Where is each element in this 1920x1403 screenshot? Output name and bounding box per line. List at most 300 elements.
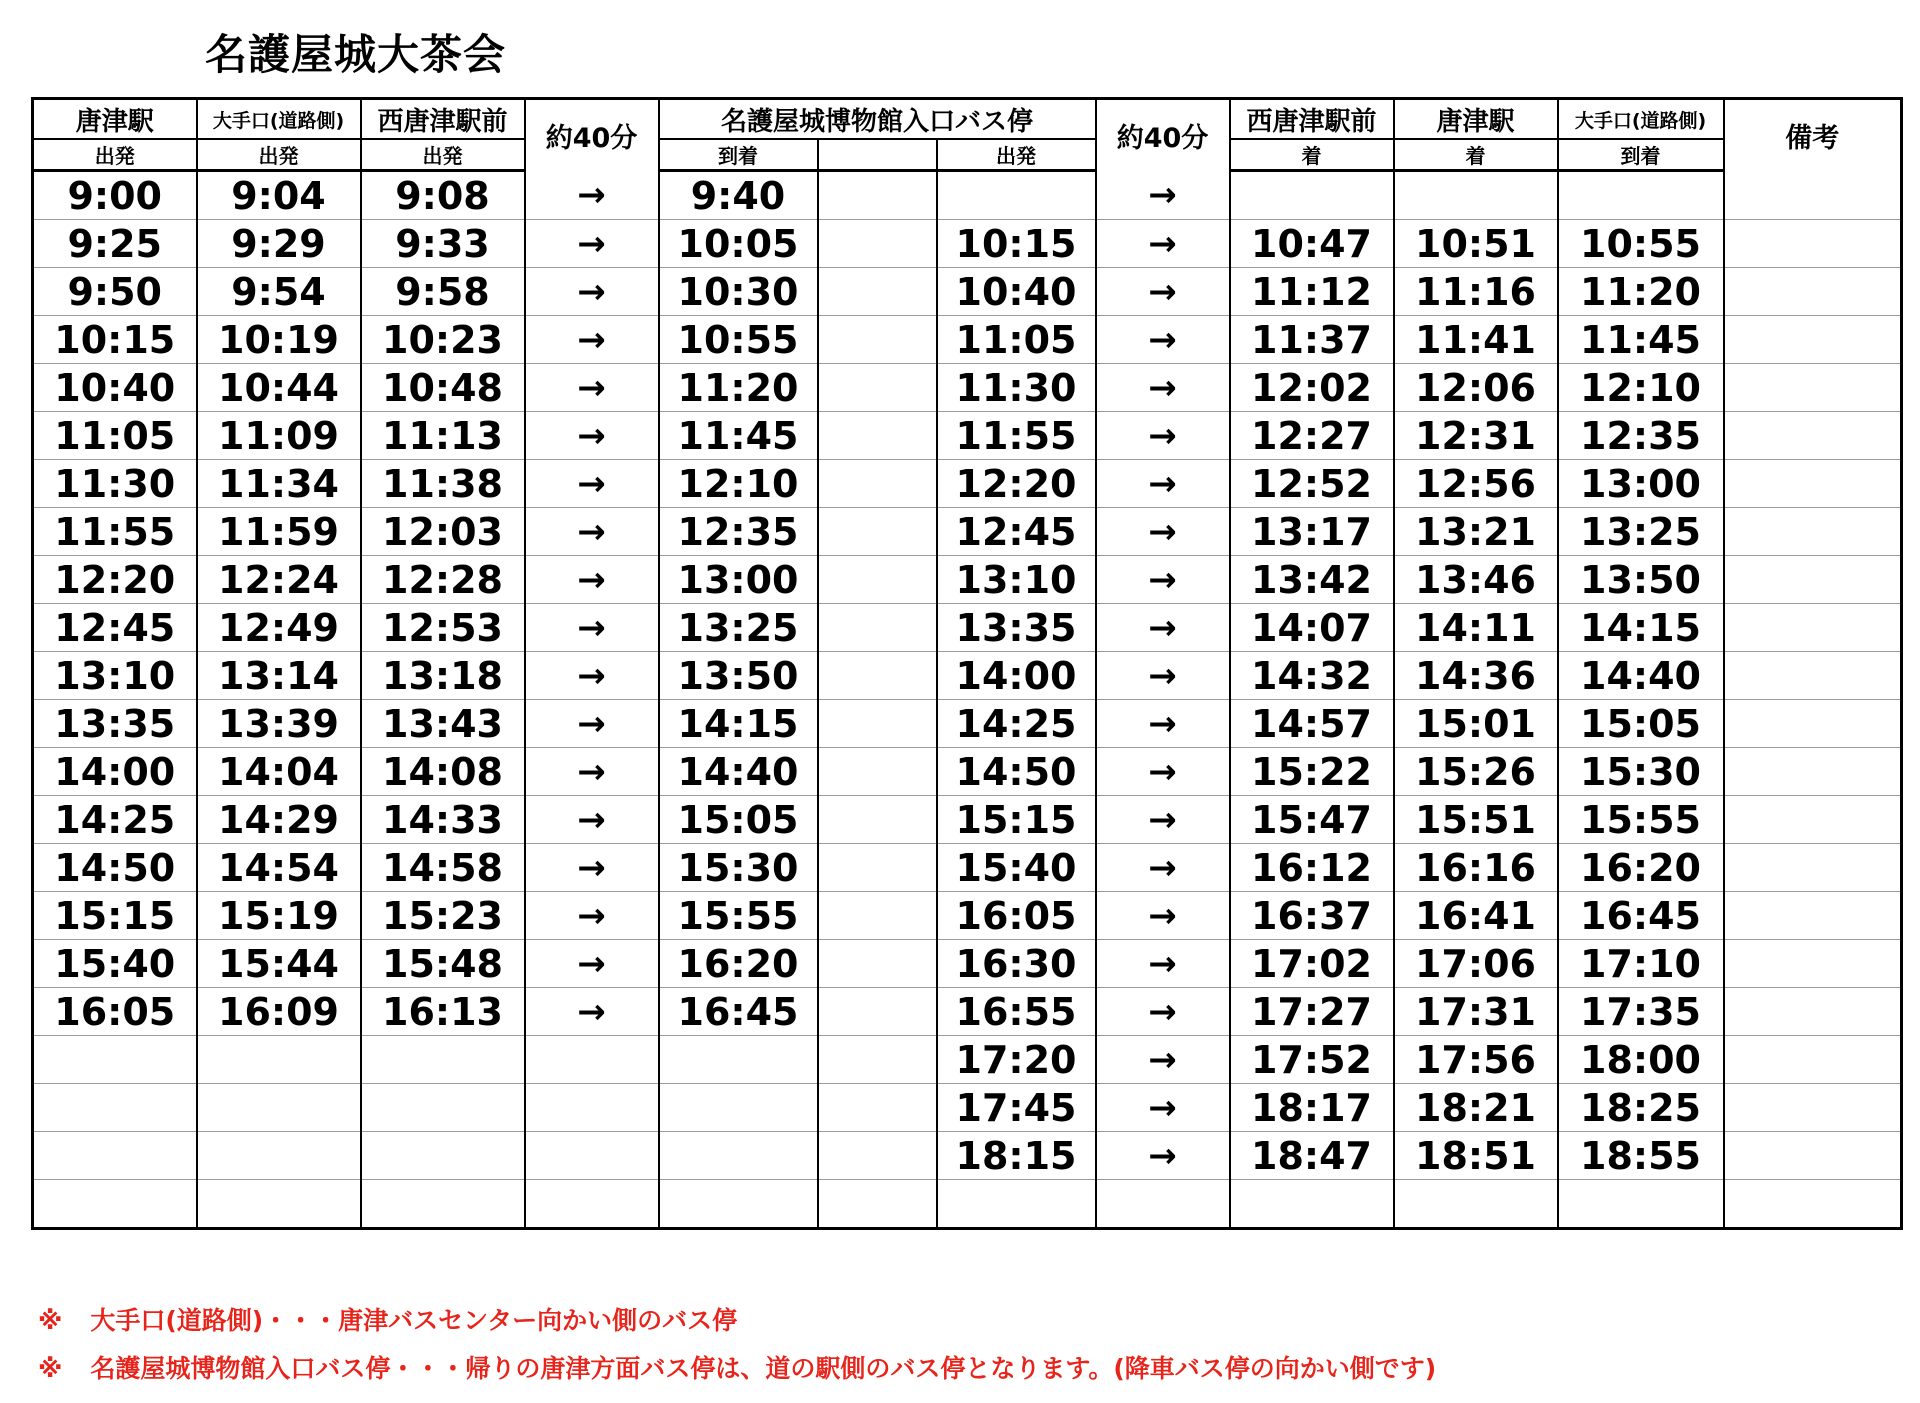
cell-karatsu-depart — [33, 1132, 197, 1180]
cell-travel-arrow: → — [525, 844, 659, 892]
col-museum-bus-stop: 名護屋城博物館入口バス停 — [659, 99, 1096, 140]
cell-otemachi-arrive: 14:40 — [1558, 652, 1724, 700]
col-nishikaratsu-return: 西唐津駅前 — [1230, 99, 1394, 140]
cell-otemachi-depart: 12:24 — [197, 556, 361, 604]
cell-karatsu-depart: 9:00 — [33, 171, 197, 220]
cell-travel-arrow: → — [1096, 460, 1230, 508]
cell-museum-blank — [818, 796, 937, 844]
cell-museum-arrive — [659, 1084, 818, 1132]
cell-museum-depart: 12:45 — [937, 508, 1096, 556]
cell-otemachi-depart: 9:29 — [197, 220, 361, 268]
cell-otemachi-depart: 13:39 — [197, 700, 361, 748]
cell-museum-arrive: 10:55 — [659, 316, 818, 364]
table-row — [33, 556, 1902, 604]
cell-karatsu-depart: 14:00 — [33, 748, 197, 796]
cell-otemachi-arrive: 18:00 — [1558, 1036, 1724, 1084]
cell-karatsu-depart: 10:40 — [33, 364, 197, 412]
cell-otemachi-arrive: 18:55 — [1558, 1132, 1724, 1180]
cell-travel-arrow: → — [525, 748, 659, 796]
cell-karatsu-depart: 15:40 — [33, 940, 197, 988]
cell-otemachi-arrive: 17:10 — [1558, 940, 1724, 988]
cell-nishikaratsu-depart: 12:53 — [361, 604, 525, 652]
table-row — [33, 316, 1902, 364]
cell-karatsu-arrive: 13:46 — [1394, 556, 1558, 604]
cell-travel-arrow — [525, 1180, 659, 1229]
cell-otemachi-depart — [197, 1132, 361, 1180]
cell-museum-blank — [818, 268, 937, 316]
cell-museum-depart — [937, 171, 1096, 220]
table-row — [33, 1084, 1902, 1132]
cell-museum-arrive: 12:35 — [659, 508, 818, 556]
sub-depart: 出発 — [361, 139, 525, 171]
cell-museum-blank — [818, 220, 937, 268]
cell-travel-arrow: → — [1096, 508, 1230, 556]
cell-karatsu-arrive: 15:01 — [1394, 700, 1558, 748]
cell-museum-arrive: 16:45 — [659, 988, 818, 1036]
cell-otemachi-arrive: 16:20 — [1558, 844, 1724, 892]
table-row — [33, 171, 1902, 220]
cell-karatsu-depart: 9:50 — [33, 268, 197, 316]
table-row — [33, 268, 1902, 316]
timetable-body — [33, 171, 1902, 1229]
cell-nishikaratsu-arrive: 11:12 — [1230, 268, 1394, 316]
cell-travel-arrow: → — [1096, 556, 1230, 604]
cell-nishikaratsu-arrive: 13:17 — [1230, 508, 1394, 556]
sub-arrive: 着 — [1230, 139, 1394, 171]
cell-museum-blank — [818, 508, 937, 556]
cell-nishikaratsu-depart: 13:43 — [361, 700, 525, 748]
cell-otemachi-depart: 14:54 — [197, 844, 361, 892]
cell-travel-arrow: → — [1096, 604, 1230, 652]
note-mark: ※ — [38, 1306, 63, 1335]
cell-museum-depart: 16:55 — [937, 988, 1096, 1036]
cell-museum-depart: 11:05 — [937, 316, 1096, 364]
cell-museum-blank — [818, 1084, 937, 1132]
cell-karatsu-arrive — [1394, 1180, 1558, 1229]
cell-travel-arrow: → — [1096, 988, 1230, 1036]
cell-museum-arrive: 9:40 — [659, 171, 818, 220]
cell-karatsu-arrive: 17:06 — [1394, 940, 1558, 988]
cell-remarks — [1724, 460, 1902, 508]
cell-travel-arrow: → — [525, 556, 659, 604]
table-row — [33, 1036, 1902, 1084]
col-karatsu-station: 唐津駅 — [33, 99, 197, 140]
cell-travel-arrow: → — [525, 268, 659, 316]
cell-travel-arrow: → — [1096, 316, 1230, 364]
cell-remarks — [1724, 700, 1902, 748]
cell-karatsu-depart: 12:45 — [33, 604, 197, 652]
cell-karatsu-depart: 14:50 — [33, 844, 197, 892]
cell-museum-arrive: 11:20 — [659, 364, 818, 412]
cell-travel-arrow: → — [525, 460, 659, 508]
cell-museum-arrive — [659, 1132, 818, 1180]
cell-museum-blank — [818, 748, 937, 796]
note-museum-stop — [38, 1349, 1436, 1385]
cell-museum-depart: 14:25 — [937, 700, 1096, 748]
cell-museum-depart: 10:40 — [937, 268, 1096, 316]
cell-karatsu-depart — [33, 1084, 197, 1132]
table-row — [33, 988, 1902, 1036]
cell-travel-arrow: → — [525, 508, 659, 556]
cell-karatsu-arrive: 17:56 — [1394, 1036, 1558, 1084]
cell-museum-depart: 14:50 — [937, 748, 1096, 796]
cell-nishikaratsu-depart: 15:48 — [361, 940, 525, 988]
cell-otemachi-depart: 15:44 — [197, 940, 361, 988]
cell-nishikaratsu-depart: 12:28 — [361, 556, 525, 604]
cell-travel-arrow — [525, 1132, 659, 1180]
cell-travel-arrow: → — [525, 171, 659, 220]
cell-remarks — [1724, 1036, 1902, 1084]
cell-remarks — [1724, 748, 1902, 796]
cell-museum-blank — [818, 460, 937, 508]
cell-karatsu-arrive: 12:31 — [1394, 412, 1558, 460]
cell-museum-depart: 13:35 — [937, 604, 1096, 652]
cell-nishikaratsu-depart: 14:33 — [361, 796, 525, 844]
cell-travel-arrow: → — [525, 796, 659, 844]
sub-depart: 出発 — [197, 139, 361, 171]
cell-museum-blank — [818, 364, 937, 412]
table-row — [33, 700, 1902, 748]
cell-travel-arrow — [1096, 1180, 1230, 1229]
sub-arrive-museum: 到着 — [659, 139, 818, 171]
cell-karatsu-depart: 13:10 — [33, 652, 197, 700]
cell-otemachi-depart: 11:34 — [197, 460, 361, 508]
cell-travel-arrow: → — [525, 412, 659, 460]
cell-nishikaratsu-arrive: 18:47 — [1230, 1132, 1394, 1180]
cell-museum-depart — [937, 1180, 1096, 1229]
subheader-row — [33, 139, 1902, 171]
cell-nishikaratsu-depart — [361, 1084, 525, 1132]
cell-nishikaratsu-arrive: 17:52 — [1230, 1036, 1394, 1084]
cell-nishikaratsu-arrive: 12:27 — [1230, 412, 1394, 460]
cell-karatsu-depart: 15:15 — [33, 892, 197, 940]
cell-travel-arrow: → — [525, 220, 659, 268]
col-otemachi-return: 大手口(道路側) — [1558, 99, 1724, 140]
cell-nishikaratsu-depart: 14:08 — [361, 748, 525, 796]
cell-karatsu-arrive: 13:21 — [1394, 508, 1558, 556]
cell-travel-arrow: → — [525, 988, 659, 1036]
cell-karatsu-arrive: 11:41 — [1394, 316, 1558, 364]
cell-museum-arrive: 16:20 — [659, 940, 818, 988]
table-row — [33, 652, 1902, 700]
cell-travel-arrow: → — [525, 652, 659, 700]
cell-museum-arrive: 14:40 — [659, 748, 818, 796]
cell-travel-arrow: → — [525, 940, 659, 988]
cell-museum-arrive: 15:05 — [659, 796, 818, 844]
cell-museum-blank — [818, 1132, 937, 1180]
cell-museum-arrive: 13:25 — [659, 604, 818, 652]
cell-otemachi-depart: 10:44 — [197, 364, 361, 412]
cell-travel-arrow: → — [1096, 748, 1230, 796]
table-row — [33, 796, 1902, 844]
cell-karatsu-arrive: 15:51 — [1394, 796, 1558, 844]
sub-arrive: 着 — [1394, 139, 1558, 171]
table-row — [33, 940, 1902, 988]
cell-nishikaratsu-depart — [361, 1180, 525, 1229]
cell-nishikaratsu-depart: 11:13 — [361, 412, 525, 460]
cell-nishikaratsu-arrive — [1230, 171, 1394, 220]
cell-nishikaratsu-arrive: 12:52 — [1230, 460, 1394, 508]
cell-otemachi-depart: 9:54 — [197, 268, 361, 316]
cell-karatsu-depart: 9:25 — [33, 220, 197, 268]
cell-museum-arrive: 10:05 — [659, 220, 818, 268]
bus-timetable — [31, 97, 1903, 1230]
cell-karatsu-arrive: 17:31 — [1394, 988, 1558, 1036]
cell-otemachi-depart: 14:29 — [197, 796, 361, 844]
sub-blank — [818, 139, 937, 171]
cell-museum-depart: 13:10 — [937, 556, 1096, 604]
cell-museum-arrive — [659, 1180, 818, 1229]
cell-otemachi-depart — [197, 1180, 361, 1229]
cell-museum-blank — [818, 316, 937, 364]
cell-otemachi-depart: 15:19 — [197, 892, 361, 940]
cell-remarks — [1724, 604, 1902, 652]
cell-nishikaratsu-arrive: 13:42 — [1230, 556, 1394, 604]
cell-travel-arrow: → — [1096, 796, 1230, 844]
cell-otemachi-arrive: 10:55 — [1558, 220, 1724, 268]
note-text: 名護屋城博物館入口バス停・・・帰りの唐津方面バス停は、道の駅側のバス停となります。(降車バス停の向かい側です) — [90, 1354, 1437, 1383]
cell-remarks — [1724, 988, 1902, 1036]
table-row — [33, 892, 1902, 940]
cell-museum-blank — [818, 892, 937, 940]
cell-travel-arrow: → — [1096, 1084, 1230, 1132]
cell-otemachi-arrive: 13:00 — [1558, 460, 1724, 508]
cell-karatsu-arrive: 15:26 — [1394, 748, 1558, 796]
cell-remarks — [1724, 652, 1902, 700]
cell-karatsu-arrive: 16:41 — [1394, 892, 1558, 940]
cell-museum-arrive: 15:30 — [659, 844, 818, 892]
cell-travel-arrow — [525, 1036, 659, 1084]
cell-otemachi-arrive: 12:10 — [1558, 364, 1724, 412]
cell-otemachi-depart — [197, 1084, 361, 1132]
cell-travel-arrow: → — [1096, 652, 1230, 700]
cell-nishikaratsu-arrive: 16:12 — [1230, 844, 1394, 892]
cell-remarks — [1724, 1084, 1902, 1132]
cell-karatsu-depart: 16:05 — [33, 988, 197, 1036]
cell-karatsu-arrive: 11:16 — [1394, 268, 1558, 316]
cell-otemachi-arrive: 12:35 — [1558, 412, 1724, 460]
cell-travel-arrow: → — [1096, 268, 1230, 316]
cell-karatsu-depart: 11:05 — [33, 412, 197, 460]
cell-museum-depart: 11:55 — [937, 412, 1096, 460]
cell-nishikaratsu-arrive: 15:47 — [1230, 796, 1394, 844]
cell-otemachi-arrive: 13:25 — [1558, 508, 1724, 556]
cell-museum-depart: 15:40 — [937, 844, 1096, 892]
cell-museum-blank — [818, 1036, 937, 1084]
cell-museum-blank — [818, 988, 937, 1036]
cell-remarks — [1724, 1132, 1902, 1180]
cell-travel-arrow: → — [1096, 412, 1230, 460]
cell-museum-blank — [818, 556, 937, 604]
cell-nishikaratsu-arrive: 12:02 — [1230, 364, 1394, 412]
cell-nishikaratsu-depart: 10:23 — [361, 316, 525, 364]
cell-travel-arrow: → — [1096, 940, 1230, 988]
cell-museum-depart: 11:30 — [937, 364, 1096, 412]
cell-travel-arrow: → — [1096, 844, 1230, 892]
cell-nishikaratsu-arrive: 16:37 — [1230, 892, 1394, 940]
cell-museum-blank — [818, 940, 937, 988]
sub-depart: 出発 — [33, 139, 197, 171]
cell-museum-arrive — [659, 1036, 818, 1084]
col-nishikaratsu: 西唐津駅前 — [361, 99, 525, 140]
cell-remarks — [1724, 796, 1902, 844]
cell-otemachi-depart: 11:59 — [197, 508, 361, 556]
cell-nishikaratsu-depart: 13:18 — [361, 652, 525, 700]
cell-nishikaratsu-depart: 16:13 — [361, 988, 525, 1036]
cell-museum-blank — [818, 412, 937, 460]
cell-museum-depart: 17:45 — [937, 1084, 1096, 1132]
cell-museum-blank — [818, 652, 937, 700]
note-otemachi — [38, 1301, 737, 1337]
cell-otemachi-arrive: 15:30 — [1558, 748, 1724, 796]
cell-otemachi-depart — [197, 1036, 361, 1084]
table-row — [33, 844, 1902, 892]
cell-museum-depart: 18:15 — [937, 1132, 1096, 1180]
cell-otemachi-arrive: 11:20 — [1558, 268, 1724, 316]
cell-karatsu-depart: 13:35 — [33, 700, 197, 748]
cell-karatsu-arrive: 14:11 — [1394, 604, 1558, 652]
cell-karatsu-arrive: 12:56 — [1394, 460, 1558, 508]
table-row — [33, 412, 1902, 460]
cell-nishikaratsu-arrive: 17:27 — [1230, 988, 1394, 1036]
table-row — [33, 1180, 1902, 1229]
cell-museum-depart: 17:20 — [937, 1036, 1096, 1084]
cell-karatsu-depart: 12:20 — [33, 556, 197, 604]
cell-nishikaratsu-depart: 9:58 — [361, 268, 525, 316]
note-mark: ※ — [38, 1354, 63, 1383]
cell-nishikaratsu-arrive: 18:17 — [1230, 1084, 1394, 1132]
cell-nishikaratsu-arrive: 17:02 — [1230, 940, 1394, 988]
cell-karatsu-arrive: 14:36 — [1394, 652, 1558, 700]
cell-museum-blank — [818, 700, 937, 748]
cell-otemachi-depart: 16:09 — [197, 988, 361, 1036]
sub-arrive: 到着 — [1558, 139, 1724, 171]
cell-karatsu-arrive: 18:21 — [1394, 1084, 1558, 1132]
cell-otemachi-arrive: 17:35 — [1558, 988, 1724, 1036]
cell-remarks — [1724, 412, 1902, 460]
cell-otemachi-depart: 12:49 — [197, 604, 361, 652]
cell-karatsu-arrive: 18:51 — [1394, 1132, 1558, 1180]
cell-nishikaratsu-depart: 12:03 — [361, 508, 525, 556]
cell-museum-arrive: 13:00 — [659, 556, 818, 604]
cell-otemachi-arrive: 15:55 — [1558, 796, 1724, 844]
cell-otemachi-depart: 14:04 — [197, 748, 361, 796]
table-row — [33, 508, 1902, 556]
cell-otemachi-arrive: 11:45 — [1558, 316, 1724, 364]
cell-karatsu-depart — [33, 1180, 197, 1229]
cell-travel-arrow: → — [1096, 171, 1230, 220]
cell-otemachi-arrive: 16:45 — [1558, 892, 1724, 940]
cell-nishikaratsu-arrive: 14:57 — [1230, 700, 1394, 748]
table-row — [33, 748, 1902, 796]
cell-nishikaratsu-depart: 15:23 — [361, 892, 525, 940]
col-karatsu-return: 唐津駅 — [1394, 99, 1558, 140]
cell-otemachi-arrive: 13:50 — [1558, 556, 1724, 604]
cell-otemachi-arrive: 14:15 — [1558, 604, 1724, 652]
cell-travel-arrow: → — [525, 604, 659, 652]
cell-nishikaratsu-arrive: 14:32 — [1230, 652, 1394, 700]
cell-remarks — [1724, 892, 1902, 940]
cell-otemachi-depart: 13:14 — [197, 652, 361, 700]
cell-karatsu-depart — [33, 1036, 197, 1084]
cell-nishikaratsu-arrive: 10:47 — [1230, 220, 1394, 268]
cell-karatsu-arrive: 12:06 — [1394, 364, 1558, 412]
col-travel-time-return: 約40分 — [1096, 99, 1230, 171]
cell-museum-depart: 12:20 — [937, 460, 1096, 508]
cell-nishikaratsu-depart: 10:48 — [361, 364, 525, 412]
cell-museum-arrive: 12:10 — [659, 460, 818, 508]
cell-remarks — [1724, 556, 1902, 604]
cell-museum-depart: 15:15 — [937, 796, 1096, 844]
cell-museum-arrive: 10:30 — [659, 268, 818, 316]
cell-museum-blank — [818, 171, 937, 220]
page-title: 名護屋城大茶会 — [205, 30, 507, 79]
cell-otemachi-arrive — [1558, 171, 1724, 220]
cell-remarks — [1724, 940, 1902, 988]
cell-karatsu-depart: 10:15 — [33, 316, 197, 364]
cell-travel-arrow: → — [1096, 220, 1230, 268]
cell-travel-arrow: → — [1096, 1036, 1230, 1084]
cell-museum-depart: 16:30 — [937, 940, 1096, 988]
cell-remarks — [1724, 844, 1902, 892]
cell-museum-blank — [818, 844, 937, 892]
cell-museum-depart: 16:05 — [937, 892, 1096, 940]
table-row — [33, 460, 1902, 508]
header-row — [33, 99, 1902, 140]
cell-travel-arrow: → — [525, 700, 659, 748]
cell-otemachi-arrive — [1558, 1180, 1724, 1229]
cell-nishikaratsu-depart: 9:33 — [361, 220, 525, 268]
cell-nishikaratsu-arrive: 15:22 — [1230, 748, 1394, 796]
cell-travel-arrow: → — [1096, 1132, 1230, 1180]
cell-museum-arrive: 15:55 — [659, 892, 818, 940]
table-row — [33, 364, 1902, 412]
cell-otemachi-depart: 10:19 — [197, 316, 361, 364]
cell-nishikaratsu-depart: 11:38 — [361, 460, 525, 508]
cell-nishikaratsu-arrive — [1230, 1180, 1394, 1229]
cell-karatsu-arrive: 10:51 — [1394, 220, 1558, 268]
col-remarks: 備考 — [1724, 99, 1902, 171]
cell-nishikaratsu-depart: 9:08 — [361, 171, 525, 220]
cell-museum-arrive: 14:15 — [659, 700, 818, 748]
cell-travel-arrow: → — [1096, 364, 1230, 412]
sub-depart-museum: 出発 — [937, 139, 1096, 171]
col-otemachi: 大手口(道路側) — [197, 99, 361, 140]
note-text: 大手口(道路側)・・・唐津バスセンター向かい側のバス停 — [90, 1306, 738, 1335]
cell-travel-arrow: → — [525, 892, 659, 940]
cell-remarks — [1724, 171, 1902, 220]
cell-travel-arrow: → — [1096, 700, 1230, 748]
table-row — [33, 1132, 1902, 1180]
cell-museum-arrive: 11:45 — [659, 412, 818, 460]
cell-remarks — [1724, 316, 1902, 364]
cell-karatsu-depart: 11:30 — [33, 460, 197, 508]
table-row — [33, 220, 1902, 268]
cell-remarks — [1724, 1180, 1902, 1229]
cell-nishikaratsu-depart — [361, 1036, 525, 1084]
cell-otemachi-arrive: 15:05 — [1558, 700, 1724, 748]
cell-karatsu-depart: 14:25 — [33, 796, 197, 844]
cell-nishikaratsu-arrive: 11:37 — [1230, 316, 1394, 364]
cell-museum-blank — [818, 604, 937, 652]
cell-museum-arrive: 13:50 — [659, 652, 818, 700]
cell-travel-arrow: → — [525, 364, 659, 412]
cell-travel-arrow: → — [1096, 892, 1230, 940]
cell-karatsu-depart: 11:55 — [33, 508, 197, 556]
col-travel-time-outbound: 約40分 — [525, 99, 659, 171]
cell-nishikaratsu-arrive: 14:07 — [1230, 604, 1394, 652]
cell-museum-depart: 10:15 — [937, 220, 1096, 268]
